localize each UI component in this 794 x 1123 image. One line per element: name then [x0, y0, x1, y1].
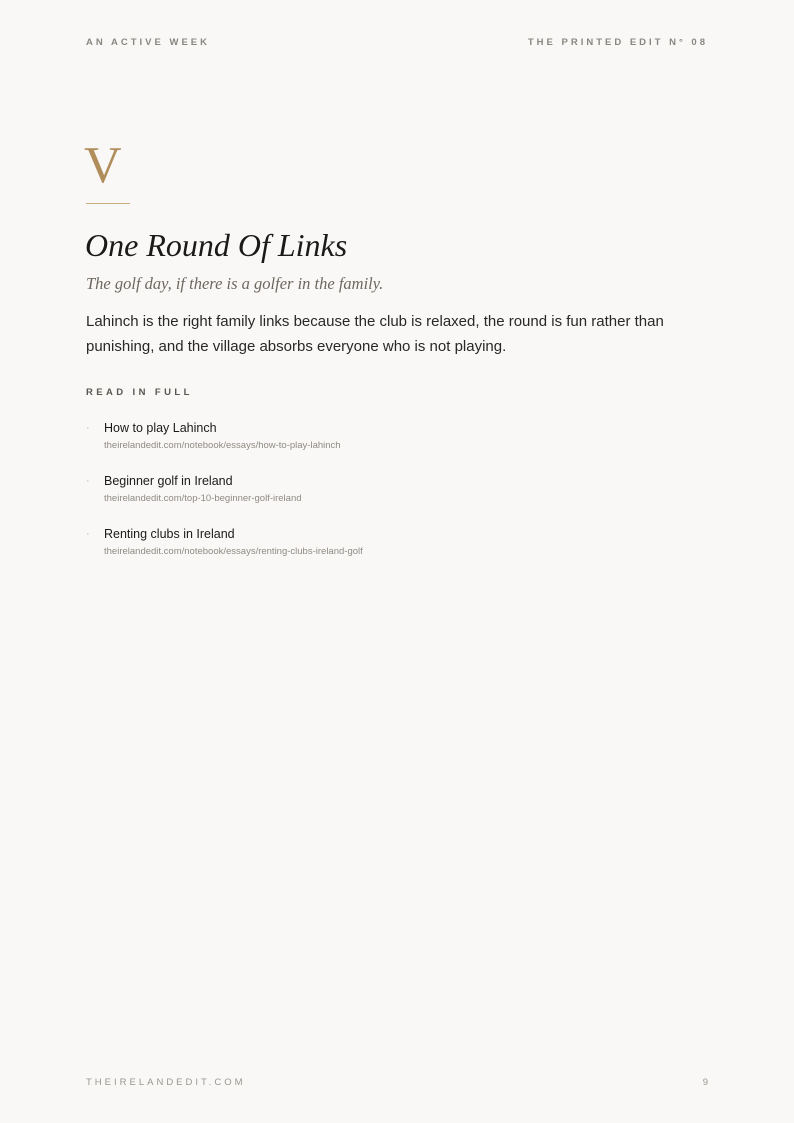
numeral-divider	[86, 203, 130, 204]
chapter-body: Lahinch is the right family links because the club is relaxed, the round is fun rather than punishing, and the village absorbs everyone who is not playing.	[86, 313, 664, 355]
bullet-icon: ·	[86, 422, 90, 434]
list-item[interactable]	[86, 419, 708, 472]
list-item[interactable]	[86, 472, 708, 525]
chapter-title: One Round Of Links	[85, 227, 348, 263]
link-url[interactable]: theirelandedit.com/top-10-beginner-golf-ireland	[104, 493, 302, 504]
chapter-subtitle: The golf day, if there is a golfer in the family.	[86, 274, 384, 293]
bullet-icon: ·	[86, 528, 90, 540]
list-item[interactable]	[86, 525, 708, 578]
link-url[interactable]: theirelandedit.com/notebook/essays/how-to-play-lahinch	[104, 440, 341, 451]
link-url[interactable]: theirelandedit.com/notebook/essays/renting-clubs-ireland-golf	[104, 546, 363, 557]
page-number: 9	[702, 1077, 708, 1088]
link-title[interactable]: Beginner golf in Ireland	[104, 474, 233, 488]
edition-label: THE PRINTED EDIT N° 08	[527, 37, 708, 48]
section-name: AN ACTIVE WEEK	[86, 37, 210, 48]
bullet-icon: ·	[86, 475, 90, 487]
page-footer	[86, 1077, 708, 1088]
read-in-full-label: READ IN FULL	[86, 387, 193, 398]
site-url: THEIRELANDEDIT.COM	[86, 1077, 246, 1088]
read-in-full-list	[86, 419, 708, 578]
chapter-numeral: V	[84, 137, 122, 194]
link-title[interactable]: How to play Lahinch	[104, 421, 217, 435]
running-header	[86, 37, 708, 48]
link-title[interactable]: Renting clubs in Ireland	[104, 527, 235, 541]
